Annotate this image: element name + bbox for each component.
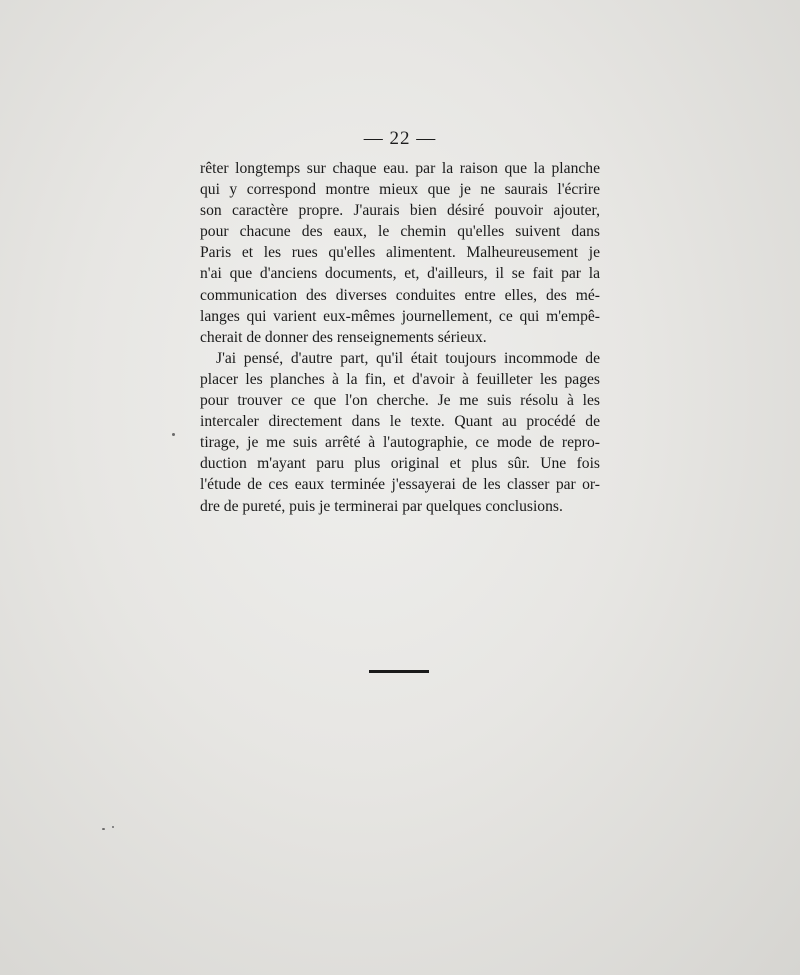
text-line: l'étude de ces eaux terminée j'essayerai de les classer par or- xyxy=(200,476,600,494)
section-divider xyxy=(369,670,429,673)
text-line: cherait de donner des renseignements sérieux. xyxy=(200,328,487,346)
paragraph-2 xyxy=(200,348,600,517)
page-number: — 22 — xyxy=(363,128,437,149)
text-line: intercaler directement dans le texte. Quant au procédé de xyxy=(200,413,600,431)
text-line: communication des diverses conduites entre elles, des mé- xyxy=(200,286,600,304)
text-line: Paris et les rues qu'elles alimentent. Malheureusement je xyxy=(200,244,600,262)
text-line: duction m'ayant paru plus original et plus sûr. Une fois xyxy=(200,455,600,473)
text-line: n'ai que d'anciens documents, et, d'ailleurs, il se fait par la xyxy=(200,265,600,283)
text-line: J'ai pensé, d'autre part, qu'il était toujours incommode de xyxy=(216,349,600,367)
text-line: langes qui varient eux-mêmes journellement, ce qui m'empê- xyxy=(200,307,600,325)
text-line: son caractère propre. J'aurais bien désiré pouvoir ajouter, xyxy=(200,202,600,220)
text-line: tirage, je me suis arrêté à l'autographie, ce mode de repro- xyxy=(200,434,600,452)
text-line: pour trouver ce que l'on cherche. Je me suis résolu à les xyxy=(200,392,600,410)
paper-speck xyxy=(102,828,105,830)
body-text xyxy=(200,158,600,517)
text-line: qui y correspond montre mieux que je ne saurais l'écrire xyxy=(200,181,600,199)
text-line: placer les planches à la fin, et d'avoir à feuilleter les pages xyxy=(200,370,600,388)
text-line: rêter longtemps sur chaque eau. par la raison que la planche xyxy=(200,160,600,177)
text-line: pour chacune des eaux, le chemin qu'elles suivent dans xyxy=(200,223,600,241)
paper-speck xyxy=(172,433,175,436)
paragraph-1 xyxy=(200,158,600,348)
text-line: dre de pureté, puis je terminerai par quelques conclusions. xyxy=(200,497,563,515)
paper-speck xyxy=(112,826,114,828)
